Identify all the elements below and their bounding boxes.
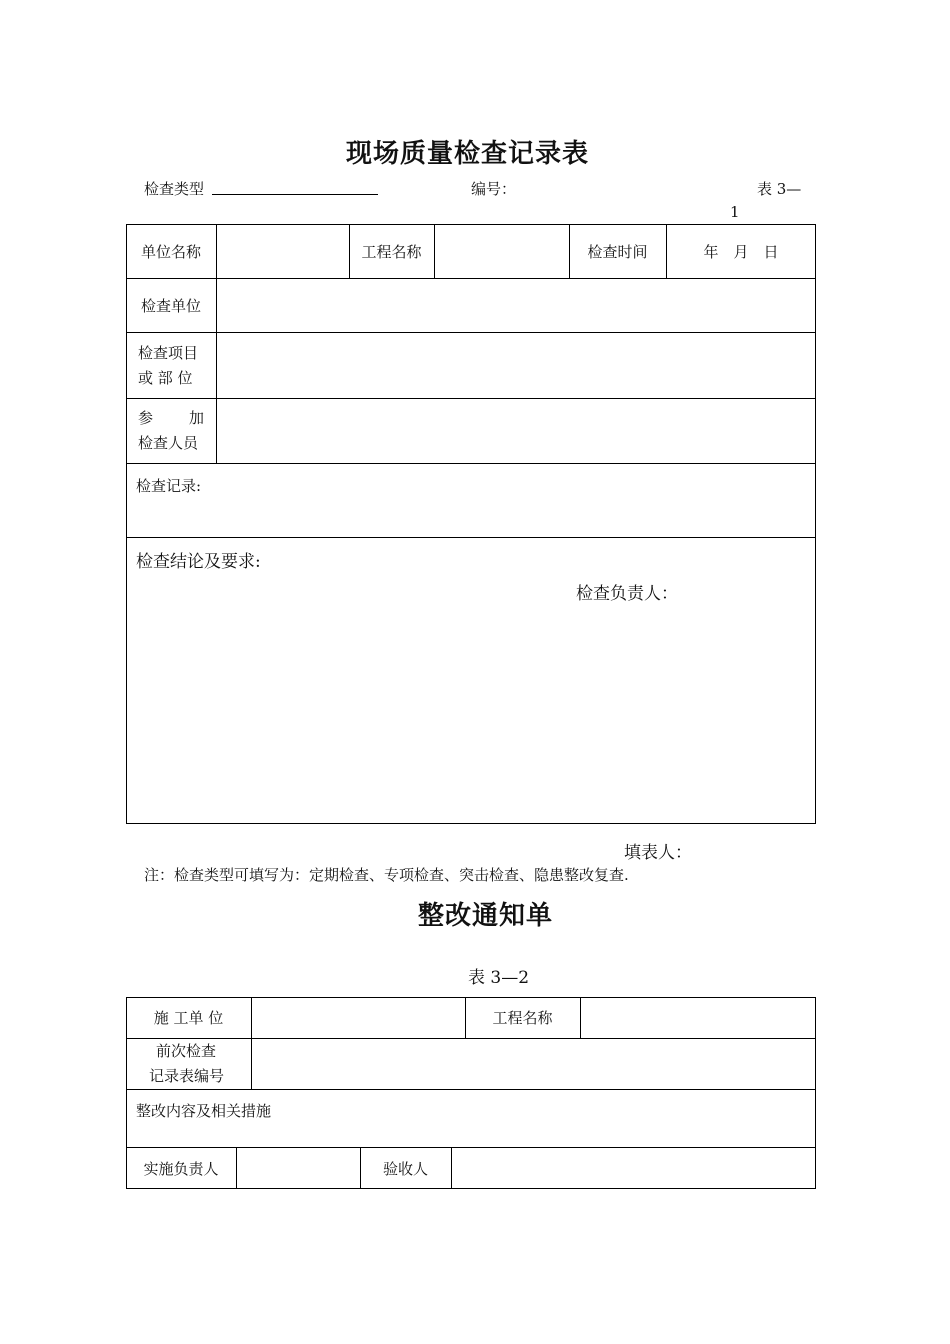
form2-table-number: 表 3—2 — [468, 968, 530, 988]
responsible-person-label: 检查负责人： — [576, 584, 678, 604]
prev-record-label-line1: 前次检查 — [156, 1042, 217, 1060]
construction-unit-field[interactable] — [252, 997, 465, 1038]
inspection-time-label: 检查时间 — [587, 242, 648, 261]
construction-unit-label: 施 工单 位 — [153, 1009, 224, 1027]
participants-field[interactable] — [217, 398, 815, 463]
inspection-unit-label: 检查单位 — [140, 296, 201, 315]
implementer-field[interactable] — [237, 1147, 360, 1189]
form2-title: 整改通知单 — [418, 901, 554, 931]
participants-label-line2: 检查人员 — [138, 434, 199, 452]
filler-label: 填表人： — [624, 843, 692, 863]
inspection-unit-field[interactable] — [217, 278, 815, 332]
unit-name-field[interactable] — [217, 224, 349, 278]
unit-name-label: 单位名称 — [140, 242, 201, 261]
acceptor-label: 验收人 — [382, 1159, 428, 1178]
acceptor-field[interactable] — [452, 1147, 815, 1189]
note-text: 注：检查类型可填写为：定期检查、专项检查、突击检查、隐患整改复查. — [144, 866, 629, 884]
implementer-label: 实施负责人 — [143, 1159, 219, 1178]
participants-label-a: 参 — [138, 409, 154, 427]
table-number: 表 3— — [757, 180, 802, 198]
prev-record-label-line2: 记录表编号 — [149, 1067, 225, 1085]
prev-record-field[interactable] — [252, 1038, 815, 1089]
project-name-field[interactable] — [435, 224, 569, 278]
form2-project-name-field[interactable] — [581, 997, 815, 1038]
form1-title: 现场质量检查记录表 — [346, 139, 590, 169]
item-field[interactable] — [217, 332, 815, 398]
rectification-label: 整改内容及相关措施 — [136, 1102, 272, 1120]
item-label-line1: 检查项目 — [138, 344, 199, 362]
participants-label-b: 加 — [189, 409, 205, 427]
item-label-line2: 或 部 位 — [138, 369, 193, 387]
inspection-type-label: 检查类型 — [144, 180, 205, 198]
number-label: 编号： — [471, 180, 517, 198]
form2-project-name-label: 工程名称 — [492, 1009, 553, 1027]
conclusion-label: 检查结论及要求: — [136, 552, 261, 572]
inspection-type-field[interactable] — [212, 194, 378, 195]
project-name-label: 工程名称 — [361, 242, 422, 261]
table-number-cont: 1 — [730, 203, 740, 221]
inspection-date-field[interactable]: 年 月 日 — [703, 242, 779, 261]
inspection-record-label: 检查记录: — [136, 477, 202, 495]
